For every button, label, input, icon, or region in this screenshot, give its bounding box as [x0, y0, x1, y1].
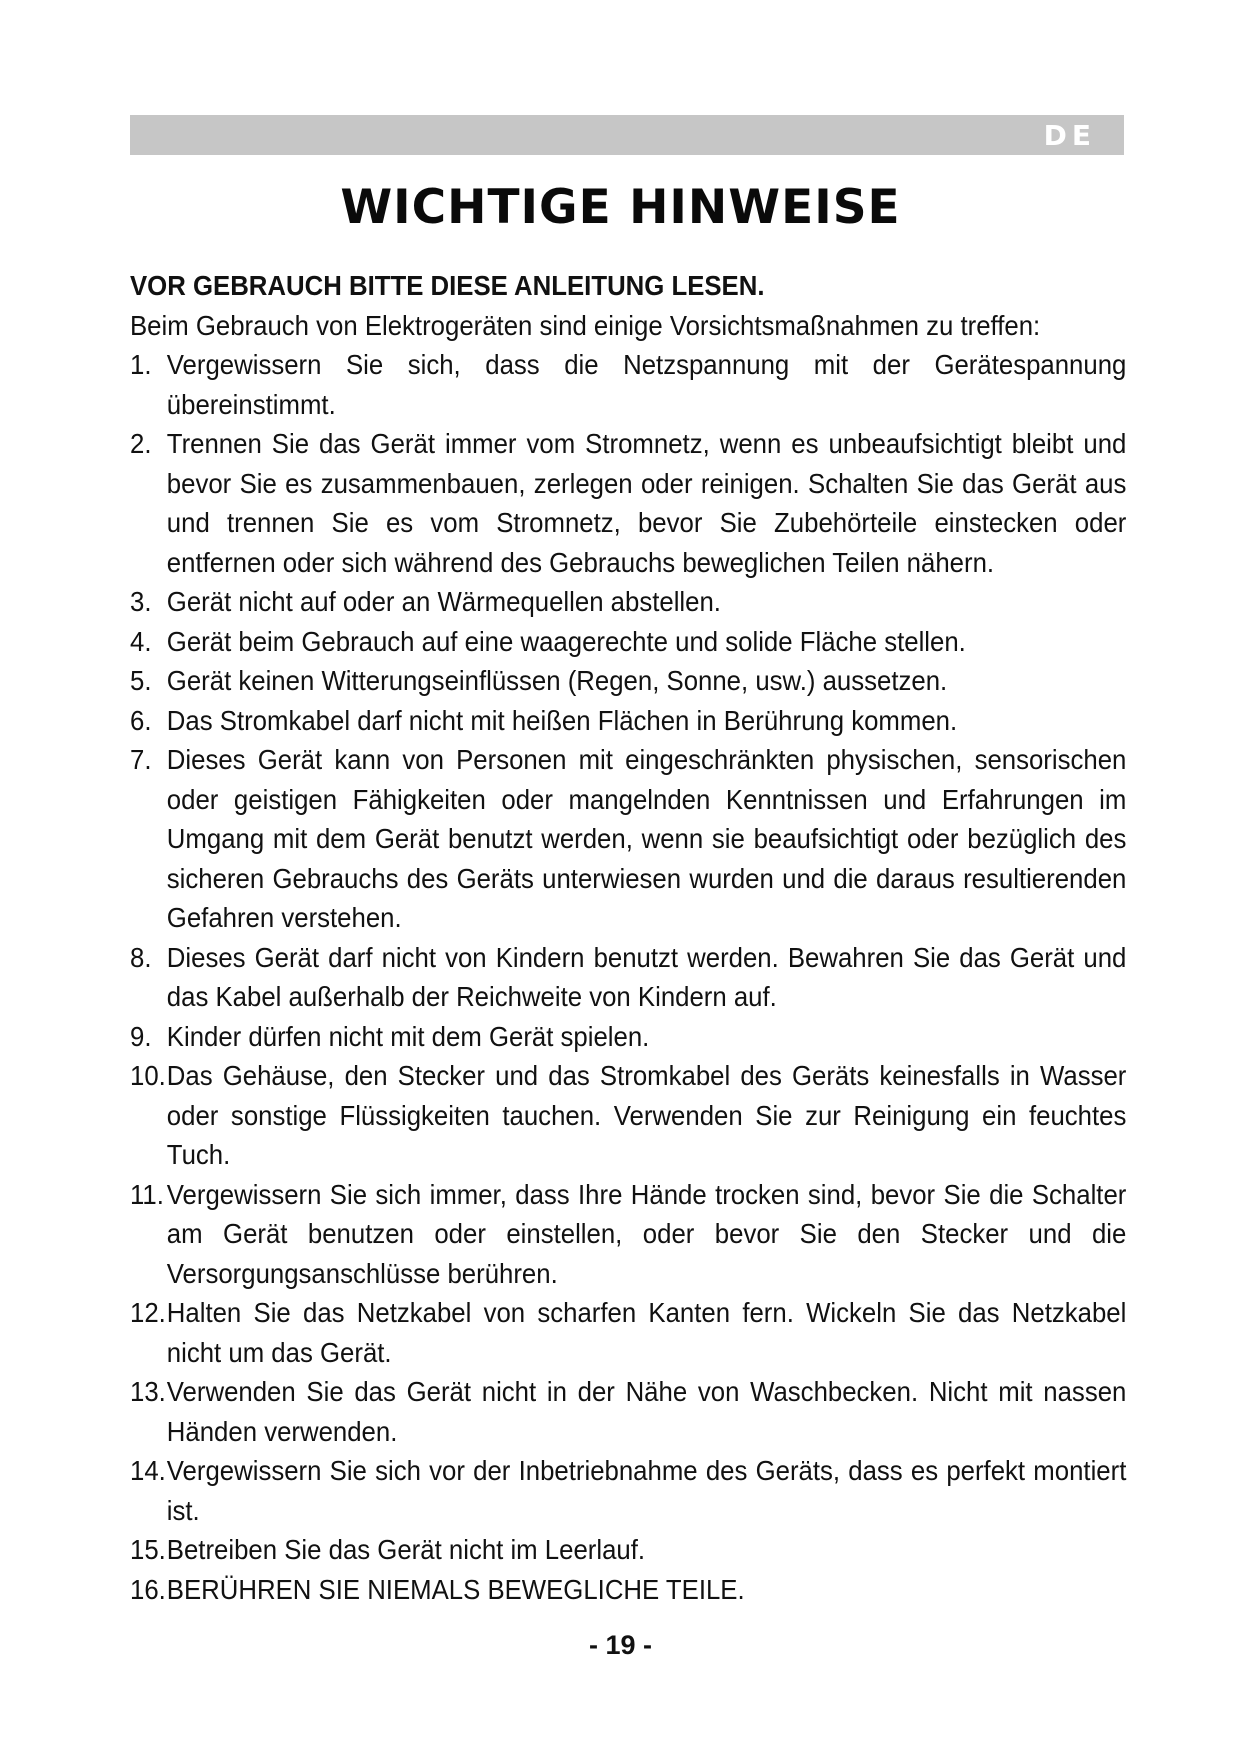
- list-item: [130, 424, 1126, 582]
- list-item: [130, 1293, 1126, 1372]
- list-item: [130, 938, 1126, 1017]
- list-item: [130, 1175, 1126, 1294]
- intro-text: Beim Gebrauch von Elektrogeräten sind einige Vorsichtsmaßnahmen zu treffen:: [130, 309, 1041, 341]
- page-number: - 19 -: [588, 1630, 653, 1660]
- language-tag: DE: [1043, 119, 1096, 152]
- item-number: 2.: [130, 428, 152, 459]
- list-item: [130, 701, 1126, 741]
- section-subtitle: VOR GEBRAUCH BITTE DIESE ANLEITUNG LESEN.: [130, 270, 765, 301]
- list-item: [130, 1570, 1126, 1610]
- item-text: Das Gehäuse, den Stecker und das Stromkabel des Geräts keinesfalls in Wasser oder sonstige Flüssigkeiten tauchen. Verwenden Sie zur Reinigung ein feuchtes Tuch.: [166, 1060, 1127, 1170]
- item-number: 7.: [130, 744, 152, 775]
- item-number: 5.: [130, 665, 152, 696]
- item-number: 3.: [130, 586, 152, 617]
- list-item: [130, 1056, 1126, 1175]
- list-item: [130, 1017, 1126, 1057]
- item-number: 1.: [130, 349, 152, 380]
- item-text: Verwenden Sie das Gerät nicht in der Nähe von Waschbecken. Nicht mit nassen Händen verwenden.: [166, 1376, 1127, 1447]
- item-text: Vergewissern Sie sich vor der Inbetriebnahme des Geräts, dass es perfekt montiert ist.: [166, 1455, 1127, 1526]
- item-number: 9.: [130, 1020, 152, 1052]
- item-text: Dieses Gerät darf nicht von Kindern benutzt werden. Bewahren Sie das Gerät und das Kabel außerhalb der Reichweite von Kindern auf.: [166, 941, 1127, 1012]
- list-item: [130, 345, 1126, 424]
- item-text: Halten Sie das Netzkabel von scharfen Kanten fern. Wickeln Sie das Netzkabel nicht um das Gerät.: [166, 1297, 1127, 1368]
- item-number: 10.: [130, 1060, 166, 1091]
- item-text: Trennen Sie das Gerät immer vom Stromnetz, wenn es unbeaufsichtigt bleibt und bevor Sie es zusammenbauen, zerlegen oder reinigen. Schalten Sie das Gerät aus und trennen Sie es vom Stromnetz, bevor Sie Zubehörteile einstecken oder entfernen oder sich während des Gebrauchs beweglichen Teilen nähern.: [166, 428, 1127, 578]
- item-number: 8.: [130, 941, 152, 973]
- list-item: [130, 1530, 1126, 1570]
- list-item: [130, 740, 1126, 938]
- item-number: 11.: [130, 1178, 164, 1210]
- page-title: WICHTIGE HINWEISE: [340, 180, 901, 235]
- item-number: 14.: [130, 1455, 166, 1486]
- item-text: Gerät nicht auf oder an Wärmequellen abstellen.: [166, 586, 721, 617]
- item-number: 13.: [130, 1376, 166, 1407]
- item-number: 4.: [130, 625, 152, 657]
- item-number: 12.: [130, 1297, 166, 1328]
- item-text: Vergewissern Sie sich, dass die Netzspannung mit der Gerätespannung übereinstimmt.: [166, 349, 1127, 420]
- item-number: 6.: [130, 704, 152, 736]
- item-text: Dieses Gerät kann von Personen mit eingeschränkten physischen, sensorischen oder geistigen Fähigkeiten oder mangelnden Kenntnissen und Erfahrungen im Umgang mit dem Gerät benutzt werden, wenn sie beaufsichtigt oder bezüglich des sicheren Gebrauchs des Geräts unterwiesen wurden und die daraus resultierenden Gefahren verstehen.: [166, 744, 1127, 933]
- document-body: [130, 266, 1127, 1609]
- list-item: [130, 582, 1126, 622]
- item-number: 16.: [130, 1573, 166, 1605]
- item-number: 15.: [130, 1534, 166, 1565]
- list-item: [130, 1451, 1126, 1530]
- list-item: [130, 622, 1126, 662]
- item-text: Gerät keinen Witterungseinflüssen (Regen, Sonne, usw.) aussetzen.: [166, 665, 948, 696]
- item-text: Vergewissern Sie sich immer, dass Ihre Hände trocken sind, bevor Sie die Schalter am Gerät benutzen oder einstellen, oder bevor Sie den Stecker und die Versorgungsanschlüsse berühren.: [166, 1178, 1127, 1289]
- item-text: BERÜHREN SIE NIEMALS BEWEGLICHE TEILE.: [166, 1573, 745, 1605]
- safety-rules-list: [130, 345, 1126, 1609]
- language-header-bar: [130, 115, 1124, 155]
- item-text: Das Stromkabel darf nicht mit heißen Flächen in Berührung kommen.: [166, 704, 958, 736]
- item-text: Gerät beim Gebrauch auf eine waagerechte und solide Fläche stellen.: [166, 625, 966, 657]
- item-text: Betreiben Sie das Gerät nicht im Leerlauf.: [166, 1534, 646, 1565]
- item-text: Kinder dürfen nicht mit dem Gerät spielen.: [166, 1020, 650, 1052]
- list-item: [130, 661, 1126, 701]
- list-item: [130, 1372, 1126, 1451]
